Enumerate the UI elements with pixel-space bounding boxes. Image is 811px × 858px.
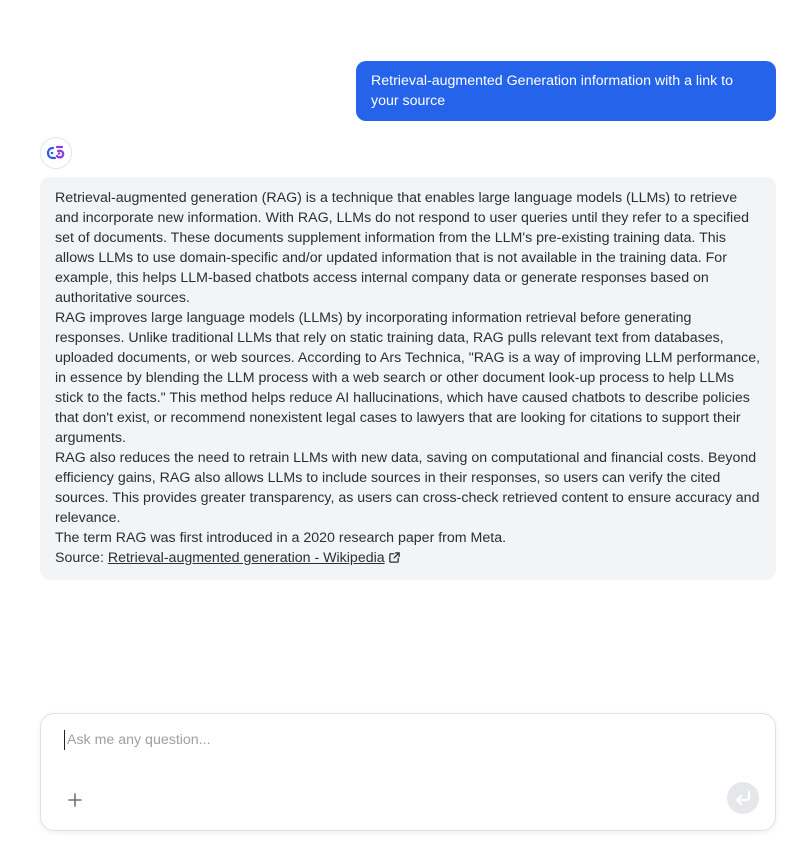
question-input[interactable]: [64, 730, 747, 750]
return-arrow-icon: [734, 790, 752, 806]
source-line: [55, 548, 761, 568]
assistant-avatar: [40, 137, 72, 169]
message-composer: [40, 713, 776, 831]
add-attachment-button[interactable]: [63, 788, 87, 812]
source-link[interactable]: Retrieval-augmented generation - Wikipedia: [107, 550, 385, 566]
external-link-icon[interactable]: [388, 551, 401, 564]
source-prefix: Source:: [55, 550, 108, 566]
assistant-paragraph: The term RAG was first introduced in a 2020 research paper from Meta.: [55, 530, 507, 546]
assistant-logo-icon: [46, 145, 66, 161]
plus-icon: [67, 792, 83, 808]
assistant-paragraph: Retrieval-augmented generation (RAG) is a technique that enables large language models (LLMs) to retrieve and incorporate new information. With RAG, LLMs do not respond to user queries until they refer to a specified set of documents. These documents supplement information from the LLM's pre-existing training data. This allows LLMs to use domain-specific and/or updated information that is not available in the training data. For example, this helps LLM-based chatbots access internal company data or generate responses based on authoritative sources.: [55, 190, 749, 306]
assistant-paragraph: RAG also reduces the need to retrain LLMs with new data, saving on computational and financial costs. Beyond efficiency gains, RAG also allows LLMs to include sources in their responses, so users can verify the cited sources. This provides greater transparency, as users can cross-check retrieved content to ensure accuracy and relevance.: [55, 450, 760, 526]
assistant-message-bubble: [40, 177, 776, 580]
send-button[interactable]: [727, 782, 759, 814]
user-message-bubble: [356, 61, 776, 121]
user-message-text: Retrieval-augmented Generation information with a link to your source: [371, 73, 733, 109]
assistant-paragraph: RAG improves large language models (LLMs) by incorporating information retrieval before generating responses. Unlike traditional LLMs that rely on static training data, RAG pulls relevant text from databases, uploaded documents, or web sources. According to Ars Technica, "RAG is a way of improving LLM performance, in essence by blending the LLM process with a web search or other document look-up process to help LLMs stick to the facts." This method helps reduce AI hallucinations, which have caused chatbots to describe policies that don't exist, or recommend nonexistent legal cases to lawyers that are looking for citations to support their arguments.: [55, 310, 761, 446]
